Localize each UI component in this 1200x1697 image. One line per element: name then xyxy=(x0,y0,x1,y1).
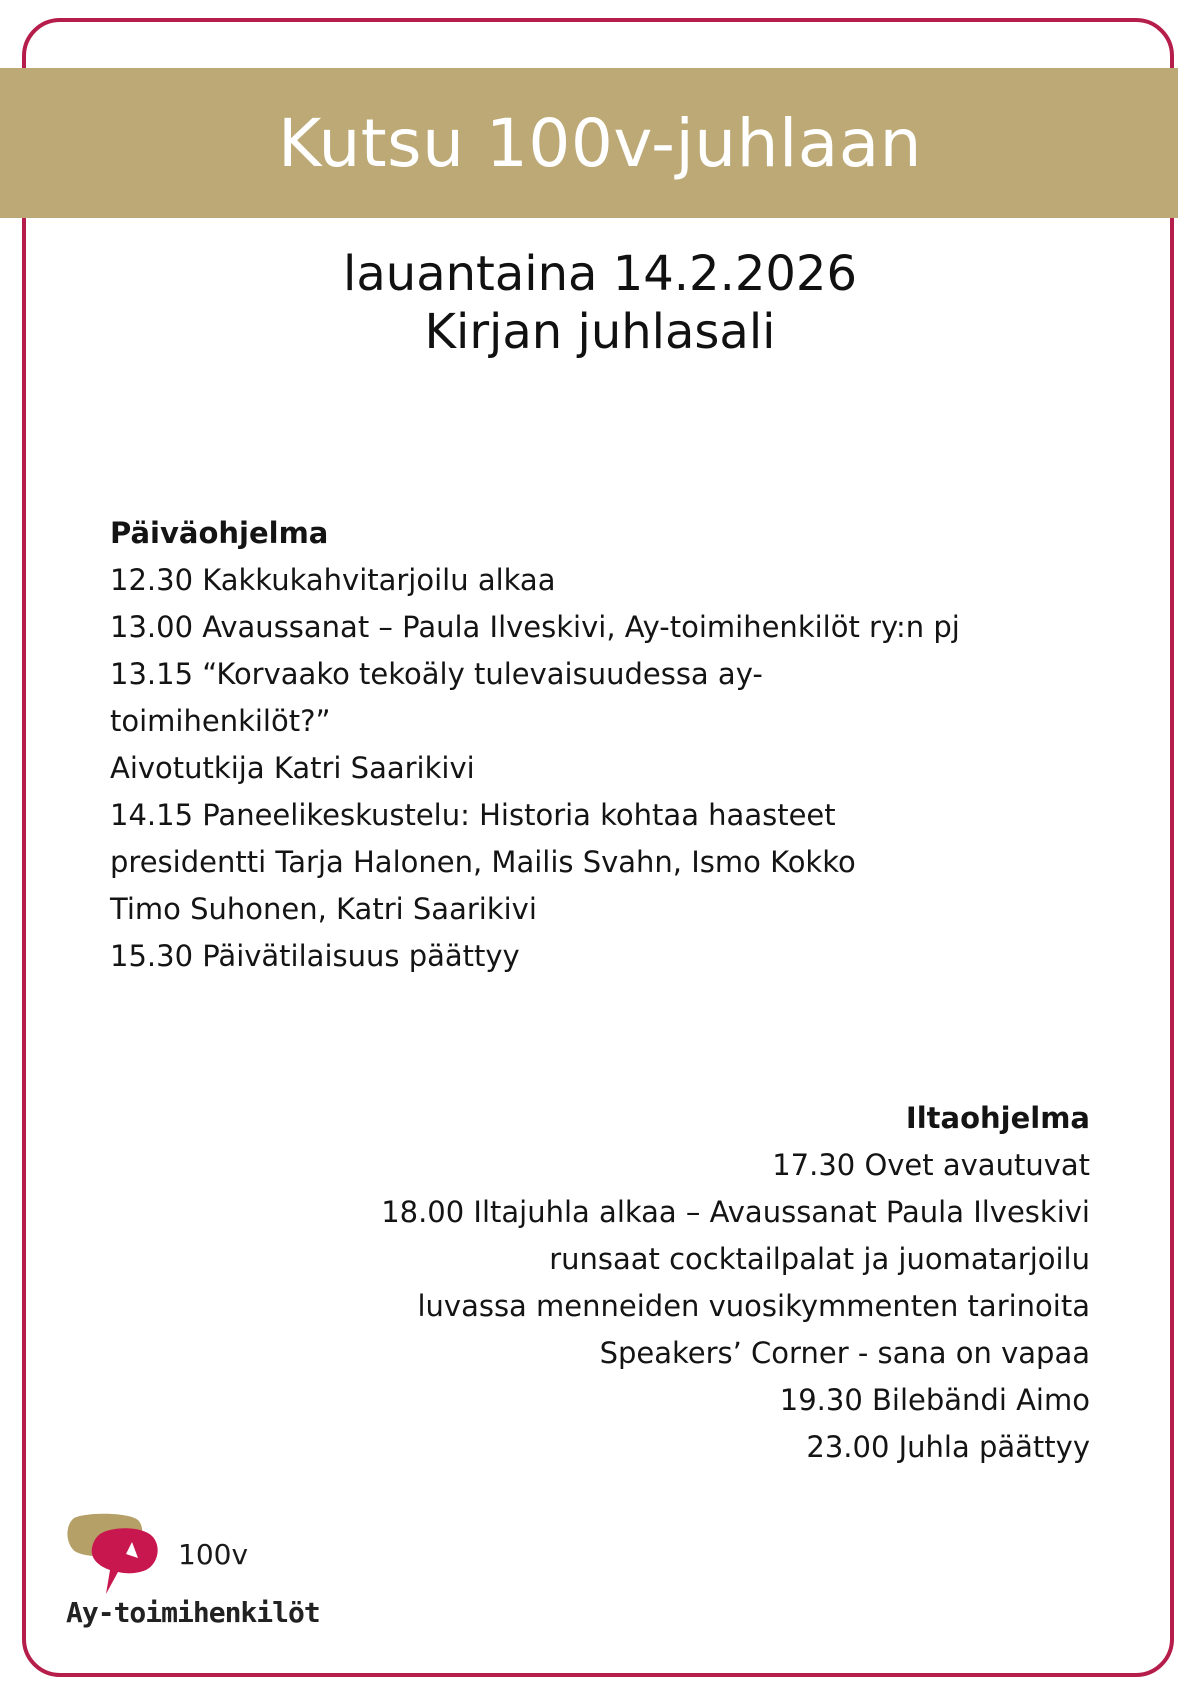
program-line: 19.30 Bilebändi Aimo xyxy=(779,1383,1090,1417)
program-line: 23.00 Juhla päättyy xyxy=(806,1430,1090,1464)
program-line: 13.15 “Korvaako tekoäly tulevaisuudessa ay- xyxy=(110,657,763,691)
program-line: 17.30 Ovet avautuvat xyxy=(772,1148,1090,1182)
speech-bubbles-logo-icon xyxy=(66,1512,166,1604)
program-line: Timo Suhonen, Katri Saarikivi xyxy=(110,892,537,926)
event-info xyxy=(0,245,1200,361)
event-date: lauantaina 14.2.2026 xyxy=(343,246,857,302)
program-line: 18.00 Iltajuhla alkaa – Avaussanat Paula Ilveskivi xyxy=(381,1195,1090,1229)
day-program-heading: Päiväohjelma xyxy=(110,516,329,550)
program-line: 14.15 Paneelikeskustelu: Historia kohtaa haasteet xyxy=(110,798,836,832)
organization-logo xyxy=(66,1512,366,1632)
program-line: 12.30 Kakkukahvitarjoilu alkaa xyxy=(110,563,556,597)
program-line: 13.00 Avaussanat – Paula Ilveskivi, Ay-toimihenkilöt ry:n pj xyxy=(110,610,960,644)
program-line: toimihenkilöt?” xyxy=(110,704,331,738)
page-title: Kutsu 100v-juhlaan xyxy=(277,104,923,182)
program-line: Speakers’ Corner - sana on vapaa xyxy=(599,1336,1090,1370)
program-line: runsaat cocktailpalat ja juomatarjoilu xyxy=(549,1242,1090,1276)
evening-program xyxy=(90,1095,1090,1471)
logo-name-text: Ay-toimihenkilöt xyxy=(66,1596,320,1629)
program-line: 15.30 Päivätilaisuus päättyy xyxy=(110,939,520,973)
program-line: luvassa menneiden vuosikymmenten tarinoita xyxy=(417,1289,1090,1323)
program-line: presidentti Tarja Halonen, Mailis Svahn, Ismo Kokko xyxy=(110,845,856,879)
title-banner xyxy=(0,68,1178,218)
program-line: Aivotutkija Katri Saarikivi xyxy=(110,751,475,785)
day-program xyxy=(110,510,1110,980)
logo-anniversary-text: 100v xyxy=(178,1538,249,1571)
event-venue: Kirjan juhlasali xyxy=(424,304,776,360)
evening-program-heading: Iltaohjelma xyxy=(905,1101,1090,1135)
